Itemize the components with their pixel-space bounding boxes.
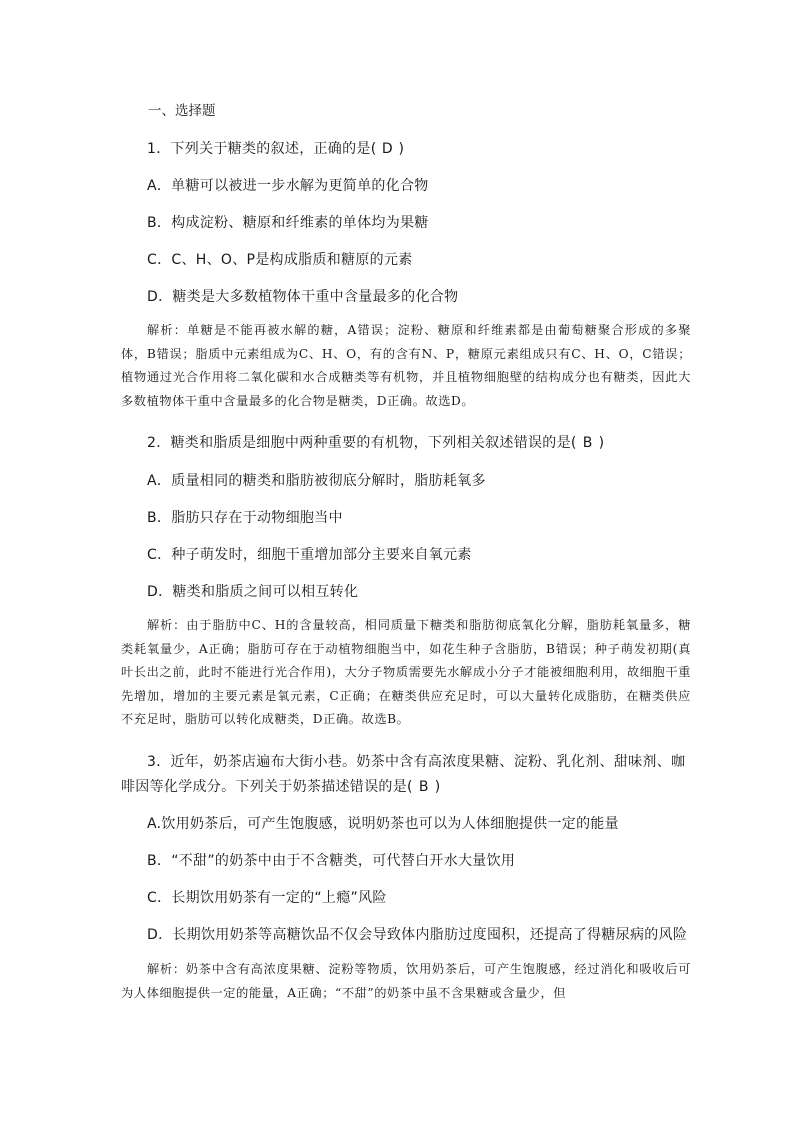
explanation-text: 单糖是不能再被水解的糖，A错误；淀粉、糖原和纤维素都是由葡萄糖聚合形成的多聚体，B错误；脂质中元素组成为C、H、O，有的含有N、P，糖原元素组成只有C、H、O，C错误；植物通过光合作用将二氧化碳和水合成糖类等有机物，并且植物细胞壁的结构成分也有糖类，因此大多数植物体干重中含量最多的化合物是糖类，D正确。故选D。 (121, 323, 691, 408)
question-3-option-d: D．长期饮用奶茶等高糖饮品不仅会导致体内脂肪过度囤积，还提高了得糖尿病的风险 (147, 927, 688, 943)
question-3-stem-text: 啡因等化学成分。下列关于奶茶描述错误的是( (121, 779, 413, 795)
question-2-answer: B (582, 435, 593, 451)
section-title: 一、选择题 (148, 103, 216, 119)
question-2-option-b: B．脂肪只存在于动物细胞当中 (147, 510, 343, 526)
question-3-option-b: B．“不甜”的奶茶中由于不含糖类，可代替白开水大量饮用 (147, 853, 516, 869)
question-1-option-b: B．构成淀粉、糖原和纤维素的单体均为果糖 (147, 215, 429, 231)
explanation-text: 奶茶中含有高浓度果糖、淀粉等物质，饮用奶茶后，可产生饱腹感，经过消化和吸收后可为人体细胞提供一定的能量，A正确；“不甜”的奶茶中虽不含果糖或含量少，但 (121, 962, 691, 1000)
question-3-stem (121, 776, 441, 796)
question-1-explanation (121, 319, 691, 413)
question-3-stem-end: ) (434, 779, 441, 795)
question-2-option-a: A．质量相同的糖类和脂肪被彻底分解时，脂肪耗氧多 (147, 473, 486, 489)
question-1-option-a: A．单糖可以被进一步水解为更简单的化合物 (147, 178, 429, 194)
explanation-label: 解析： (147, 962, 186, 976)
question-1-option-c: C．C、H、O、P是构成脂质和糖原的元素 (147, 252, 413, 268)
question-2-stem (147, 432, 604, 452)
question-3-answer: B (418, 779, 429, 795)
explanation-label: 解析： (147, 323, 188, 337)
question-1-option-d: D．糖类是大多数植物体干重中含量最多的化合物 (147, 289, 459, 305)
question-3-option-c: C．长期饮用奶茶有一定的“上瘾”风险 (147, 890, 387, 906)
question-2-stem-text: 2．糖类和脂质是细胞中两种重要的有机物，下列相关叙述错误的是( (147, 435, 577, 451)
question-2-stem-end: ) (598, 435, 605, 451)
question-3-explanation (121, 958, 691, 1005)
question-1-answer: D (381, 141, 394, 157)
question-2-explanation (121, 614, 691, 732)
question-3-stem-line-1: 3．近年，奶茶店遍布大街小巷。奶茶中含有高浓度果糖、淀粉、乳化剂、甜味剂、咖 (147, 754, 686, 770)
question-1-stem-end: ) (398, 141, 405, 157)
question-1-stem-text: 1．下列关于糖类的叙述，正确的是( (147, 141, 377, 157)
question-1-stem (147, 138, 404, 158)
question-3-option-a: A.饮用奶茶后，可产生饱腹感，说明奶茶也可以为人体细胞提供一定的能量 (147, 816, 619, 832)
question-2-option-d: D．糖类和脂质之间可以相互转化 (147, 584, 359, 600)
explanation-label: 解析： (147, 618, 187, 632)
question-2-option-c: C．种子萌发时，细胞干重增加部分主要来自氧元素 (147, 547, 472, 563)
explanation-text: 由于脂肪中C、H的含量较高，相同质量下糖类和脂肪彻底氧化分解，脂肪耗氧量多，糖类耗氧量少，A正确；脂肪可存在于动植物细胞当中，如花生种子含脂肪，B错误；种子萌发初期(真叶长出之前，此时不能进行光合作用)，大分子物质需要先水解成小分子才能被细胞利用，故细胞干重先增加，增加的主要元素是氧元素，C正确；在糖类供应充足时，可以大量转化成脂肪，在糖类供应不充足时，脂肪可以转化成糖类，D正确。故选B。 (121, 618, 691, 726)
